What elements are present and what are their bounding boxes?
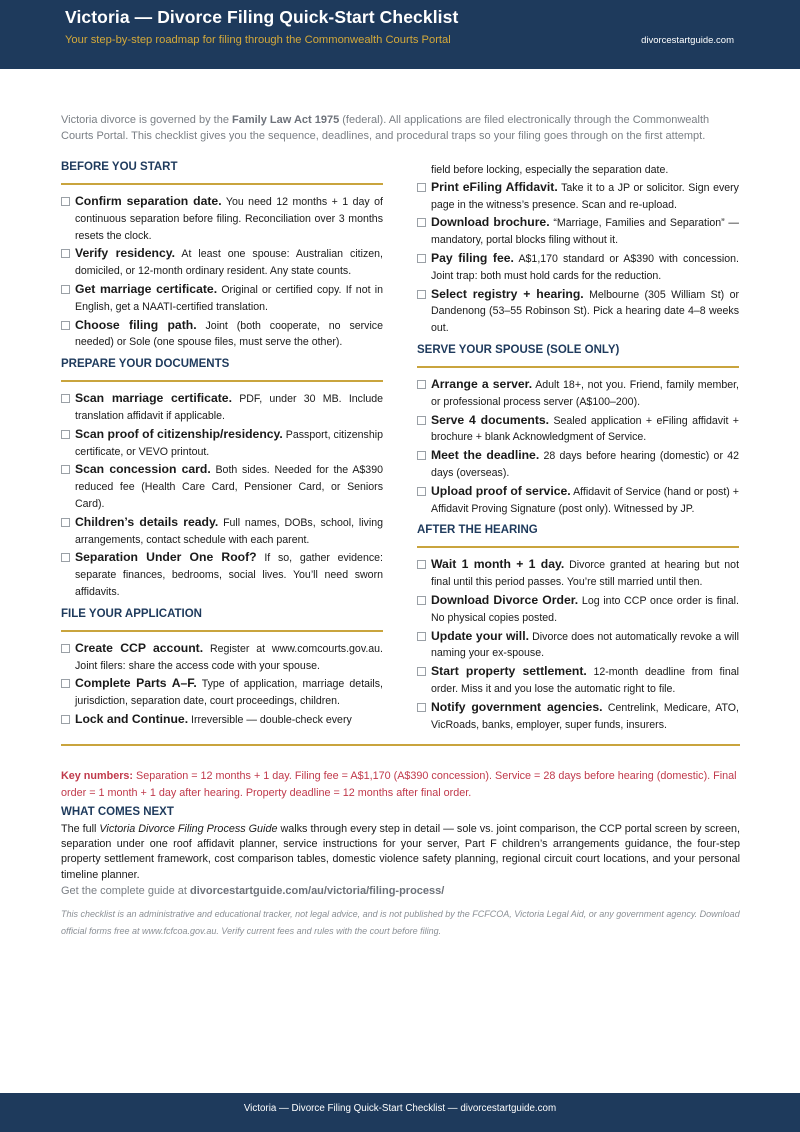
checklist-item-text: Irreversible — double-check every (191, 713, 352, 726)
checkbox-icon[interactable] (417, 183, 426, 192)
checkbox-icon[interactable] (417, 596, 426, 605)
key-numbers-label: Key numbers: (61, 770, 133, 782)
checklist-item-text: At least one spouse: Australian citizen, domiciled, or 12-month ordinary resident. Any state counts. (75, 248, 383, 278)
checklist-item-text: Divorce does not automatically revoke a will naming your ex-spouse. (431, 630, 739, 660)
checkbox-icon[interactable] (417, 632, 426, 641)
what-comes-next-title: WHAT COMES NEXT (61, 806, 174, 818)
section-title-after: AFTER THE HEARING (417, 524, 538, 537)
checkbox-icon[interactable] (417, 254, 426, 263)
disclaimer: This checklist is an administrative and educational tracker, not legal advice, and is not published by the FCFCOA, Victoria Legal Aid, or any government agency. Download official forms free at www.fcfcoa.gov.au. Verify current fees and rules with the court before filing. (61, 909, 740, 936)
checklist-item[interactable] (61, 245, 383, 280)
checklist-item-text: 12-month deadline from final order. Miss it and you lose the automatic right to file. (431, 666, 739, 695)
checklist-item-title: Scan concession card. (75, 462, 211, 477)
checklist-item-title: Download Divorce Order. (431, 592, 579, 607)
checkbox-icon[interactable] (61, 321, 70, 330)
key-numbers-text: Separation = 12 months + 1 day. Filing fee = A$1,170 (A$390 concession). Service = 28 days before hearing (domestic). Final order = 1 month + 1 day after hearing. Property deadline = 12 months after final order. (61, 770, 737, 799)
checklist-item[interactable] (61, 193, 383, 244)
checklist-item-title: Select registry + hearing. (431, 286, 584, 301)
what-comes-next-body (61, 822, 740, 883)
checklist-item-text: A$1,170 standard or A$390 with concession. Joint trap: both must hold cards for the reduction. (431, 252, 739, 282)
header-site-link[interactable]: divorcestartguide.com (641, 35, 734, 46)
checklist-item-text: Full names, DOBs, school, living arrangements, contact schedule with each parent. (75, 516, 383, 546)
checkbox-icon[interactable] (61, 430, 70, 439)
checklist-item-title: Start property settlement. (431, 664, 587, 679)
checklist-item[interactable] (417, 483, 739, 518)
checklist-file-continued (417, 179, 739, 337)
checklist-item[interactable] (417, 250, 739, 285)
checkbox-icon[interactable] (61, 518, 70, 527)
left-column (61, 160, 383, 730)
checklist-item-title: Choose filing path. (75, 317, 197, 332)
checkbox-icon[interactable] (417, 380, 426, 389)
checklist-item-title: Get marriage certificate. (75, 281, 218, 296)
checkbox-icon[interactable] (417, 451, 426, 460)
checkbox-icon[interactable] (61, 465, 70, 474)
checklist-serve (417, 376, 739, 517)
checklist-item-title: Download brochure. (431, 215, 550, 230)
checklist-item[interactable] (61, 461, 383, 512)
get-guide-line (61, 885, 444, 897)
page-subtitle: Your step-by-step roadmap for filing through the Commonwealth Courts Portal (65, 34, 451, 46)
checklist-item-text: Centrelink, Medicare, ATO, VicRoads, banks, employer, super funds, insurers. (431, 701, 739, 731)
checklist-item-text: Divorce granted at hearing but not final until this period passes. You’re still married until then. (431, 559, 740, 589)
checklist-item[interactable] (61, 549, 383, 600)
checkbox-icon[interactable] (417, 667, 426, 676)
checklist-item-continuation: field before locking, especially the separation date. (431, 164, 669, 176)
checklist-item-title: Meet the deadline. (431, 448, 540, 463)
checklist-item-text: Melbourne (305 William St) or Dandenong (53–55 Robinson St). Pick a hearing date 4–8 weeks out. (431, 288, 739, 335)
section-divider (61, 630, 383, 632)
checkbox-icon[interactable] (417, 560, 426, 569)
checklist-item[interactable] (417, 214, 739, 249)
checklist-item-text: If so, gather evidence: separate finances, bedrooms, social lives. You’ll need sworn affidavits. (75, 552, 383, 598)
checklist-item-text: Joint (both cooperate, no service needed) or Sole (one spouse files, must serve the other). (75, 319, 384, 349)
checklist-item-title: Scan marriage certificate. (75, 391, 232, 406)
checklist-item[interactable] (61, 514, 383, 549)
checklist-item[interactable] (61, 317, 383, 352)
checkbox-icon[interactable] (61, 394, 70, 403)
intro-text-1: Victoria divorce is governed by the (61, 114, 232, 126)
checklist-item-title: Print eFiling Affidavit. (431, 179, 558, 194)
checklist-file (61, 640, 383, 729)
section-divider (61, 380, 383, 382)
section-title-serve: SERVE YOUR SPOUSE (SOLE ONLY) (417, 343, 620, 356)
checkbox-icon[interactable] (61, 285, 70, 294)
checklist-item[interactable] (417, 179, 739, 214)
guide-name: Victoria Divorce Filing Process Guide (99, 823, 278, 835)
checklist-item-text: 28 days before hearing (domestic) or 42 days (overseas). (431, 450, 739, 479)
checklist-item-text: Take it to a JP or solicitor. Sign every page in the witness’s presence. Scan and re-upload. (431, 181, 739, 211)
section-divider (417, 366, 739, 368)
checklist-item-title: Create CCP account. (75, 640, 204, 655)
checkbox-icon[interactable] (61, 249, 70, 258)
checkbox-icon[interactable] (61, 715, 70, 724)
footer-text: Victoria — Divorce Filing Quick-Start Checklist — divorcestartguide.com (243, 1103, 557, 1114)
checklist-prepare (61, 390, 383, 601)
checklist-item[interactable] (417, 699, 739, 734)
checklist-item-title: Upload proof of service. (431, 483, 571, 498)
checklist-item-text: Adult 18+, not you. Friend, family member, or professional process server (A$100–200). (431, 378, 739, 408)
checklist-item[interactable] (417, 447, 739, 482)
checklist-item-title: Verify residency. (75, 246, 176, 261)
checklist-item-title: Notify government agencies. (431, 699, 603, 714)
checklist-item[interactable] (417, 556, 739, 591)
checkbox-icon[interactable] (61, 644, 70, 653)
checklist-item-text: PDF, under 30 MB. Include translation affidavit if applicable. (75, 393, 383, 422)
section-divider (417, 546, 739, 548)
checklist-item-text: Both sides. Needed for the A$390 reduced fee (Health Care Card, Pensioner Card, or Seniors Card). (75, 464, 383, 510)
checklist-item-title: Arrange a server. (431, 376, 533, 391)
checklist-item-text: Sealed application + eFiling affidavit + brochure + blank Acknowledgment of Service. (431, 414, 739, 444)
guide-link[interactable]: divorcestartguide.com/au/victoria/filing-process/ (190, 885, 445, 897)
section-divider (61, 183, 383, 185)
checklist-item-text: Affidavit of Service (hand or post) + Affidavit Proving Signature (post only). Witnessed by JP. (431, 485, 739, 515)
page-title: Victoria — Divorce Filing Quick-Start Checklist (65, 7, 459, 27)
checklist-item-title: Children’s details ready. (75, 514, 219, 529)
checkbox-icon[interactable] (417, 290, 426, 299)
checklist-after (417, 556, 739, 733)
section-title-before: BEFORE YOU START (61, 161, 178, 173)
checklist-before (61, 193, 383, 351)
key-numbers (61, 768, 740, 801)
header-banner (0, 0, 800, 69)
checklist-item-title: Scan proof of citizenship/residency. (75, 426, 283, 441)
checkbox-icon[interactable] (61, 197, 70, 206)
intro-paragraph (61, 112, 740, 144)
checklist-item[interactable] (61, 675, 383, 710)
checklist-item[interactable] (417, 663, 739, 698)
checklist-item-text: Passport, citizenship certificate, or VEVO printout. (75, 428, 383, 458)
checklist-item-title: Complete Parts A–F. (75, 676, 197, 691)
checklist-item-title: Lock and Continue. (75, 711, 189, 726)
checklist-item[interactable] (417, 376, 739, 411)
next-text-2: walks through every step in detail — sole vs. joint comparison, the CCP portal screen by screen, separation under one roof affidavit planner, service instructions for your server, Part F children’s arrangements guidance, the four-step property settlement framework, cost comparison tables, domestic violence safety planning, regional circuit court locations, and your personal timeline planner. (61, 823, 740, 881)
checklist-item-text: “Marriage, Families and Separation” — mandatory, portal blocks filing without it. (431, 217, 739, 247)
checkbox-icon[interactable] (61, 553, 70, 562)
checklist-item-title: Update your will. (431, 628, 529, 643)
checkbox-icon[interactable] (417, 218, 426, 227)
checklist-item-title: Confirm separation date. (75, 194, 222, 208)
right-column (417, 162, 739, 734)
checklist-item-text: Register at www.comcourts.gov.au. Joint filers: share the access code with your spouse. (75, 642, 383, 672)
checklist-item[interactable] (61, 640, 383, 675)
bottom-divider (61, 744, 740, 746)
checklist-item-title: Pay filing fee. (431, 250, 514, 265)
checklist-item-text: Type of application, marriage details, jurisdiction, separation date, court proceedings, children. (75, 678, 383, 708)
checklist-item[interactable] (61, 390, 383, 425)
section-title-file: FILE YOUR APPLICATION (61, 607, 202, 620)
checklist-item[interactable] (417, 628, 739, 663)
checklist-item-text: Original or certified copy. If not in English, get a NAATI-certified translation. (75, 283, 383, 313)
checklist-item-text: Log into CCP once order is final. No physical copies posted. (431, 594, 739, 624)
get-guide-prefix: Get the complete guide at (61, 885, 191, 897)
checklist-item[interactable] (61, 711, 383, 729)
checkbox-icon[interactable] (417, 487, 426, 496)
intro-text-2: (federal). All applications are filed electronically through the Commonwealth Courts Portal. This checklist gives you the sequence, deadlines, and procedural traps so your filing goes through on the first attempt. (61, 114, 710, 142)
checklist-item-text: You need 12 months + 1 day of continuous separation before filing. Reconciliation over 3 months resets the clock. (75, 196, 383, 242)
checklist-item[interactable] (61, 281, 383, 316)
checkbox-icon[interactable] (61, 679, 70, 688)
checklist-item[interactable] (417, 286, 739, 337)
checklist-item[interactable] (417, 412, 739, 447)
intro-act: Family Law Act 1975 (232, 114, 340, 126)
checklist-item-title: Separation Under One Roof? (75, 550, 257, 565)
checklist-item[interactable] (61, 426, 383, 461)
section-title-prepare: PREPARE YOUR DOCUMENTS (61, 358, 230, 371)
footer-banner (0, 1093, 800, 1132)
checkbox-icon[interactable] (417, 416, 426, 425)
checklist-item-title: Wait 1 month + 1 day. (431, 557, 565, 572)
checklist-item[interactable] (417, 592, 739, 627)
checklist-item-title: Serve 4 documents. (431, 412, 550, 427)
next-text-1: The full (61, 823, 100, 835)
checkbox-icon[interactable] (417, 703, 426, 712)
